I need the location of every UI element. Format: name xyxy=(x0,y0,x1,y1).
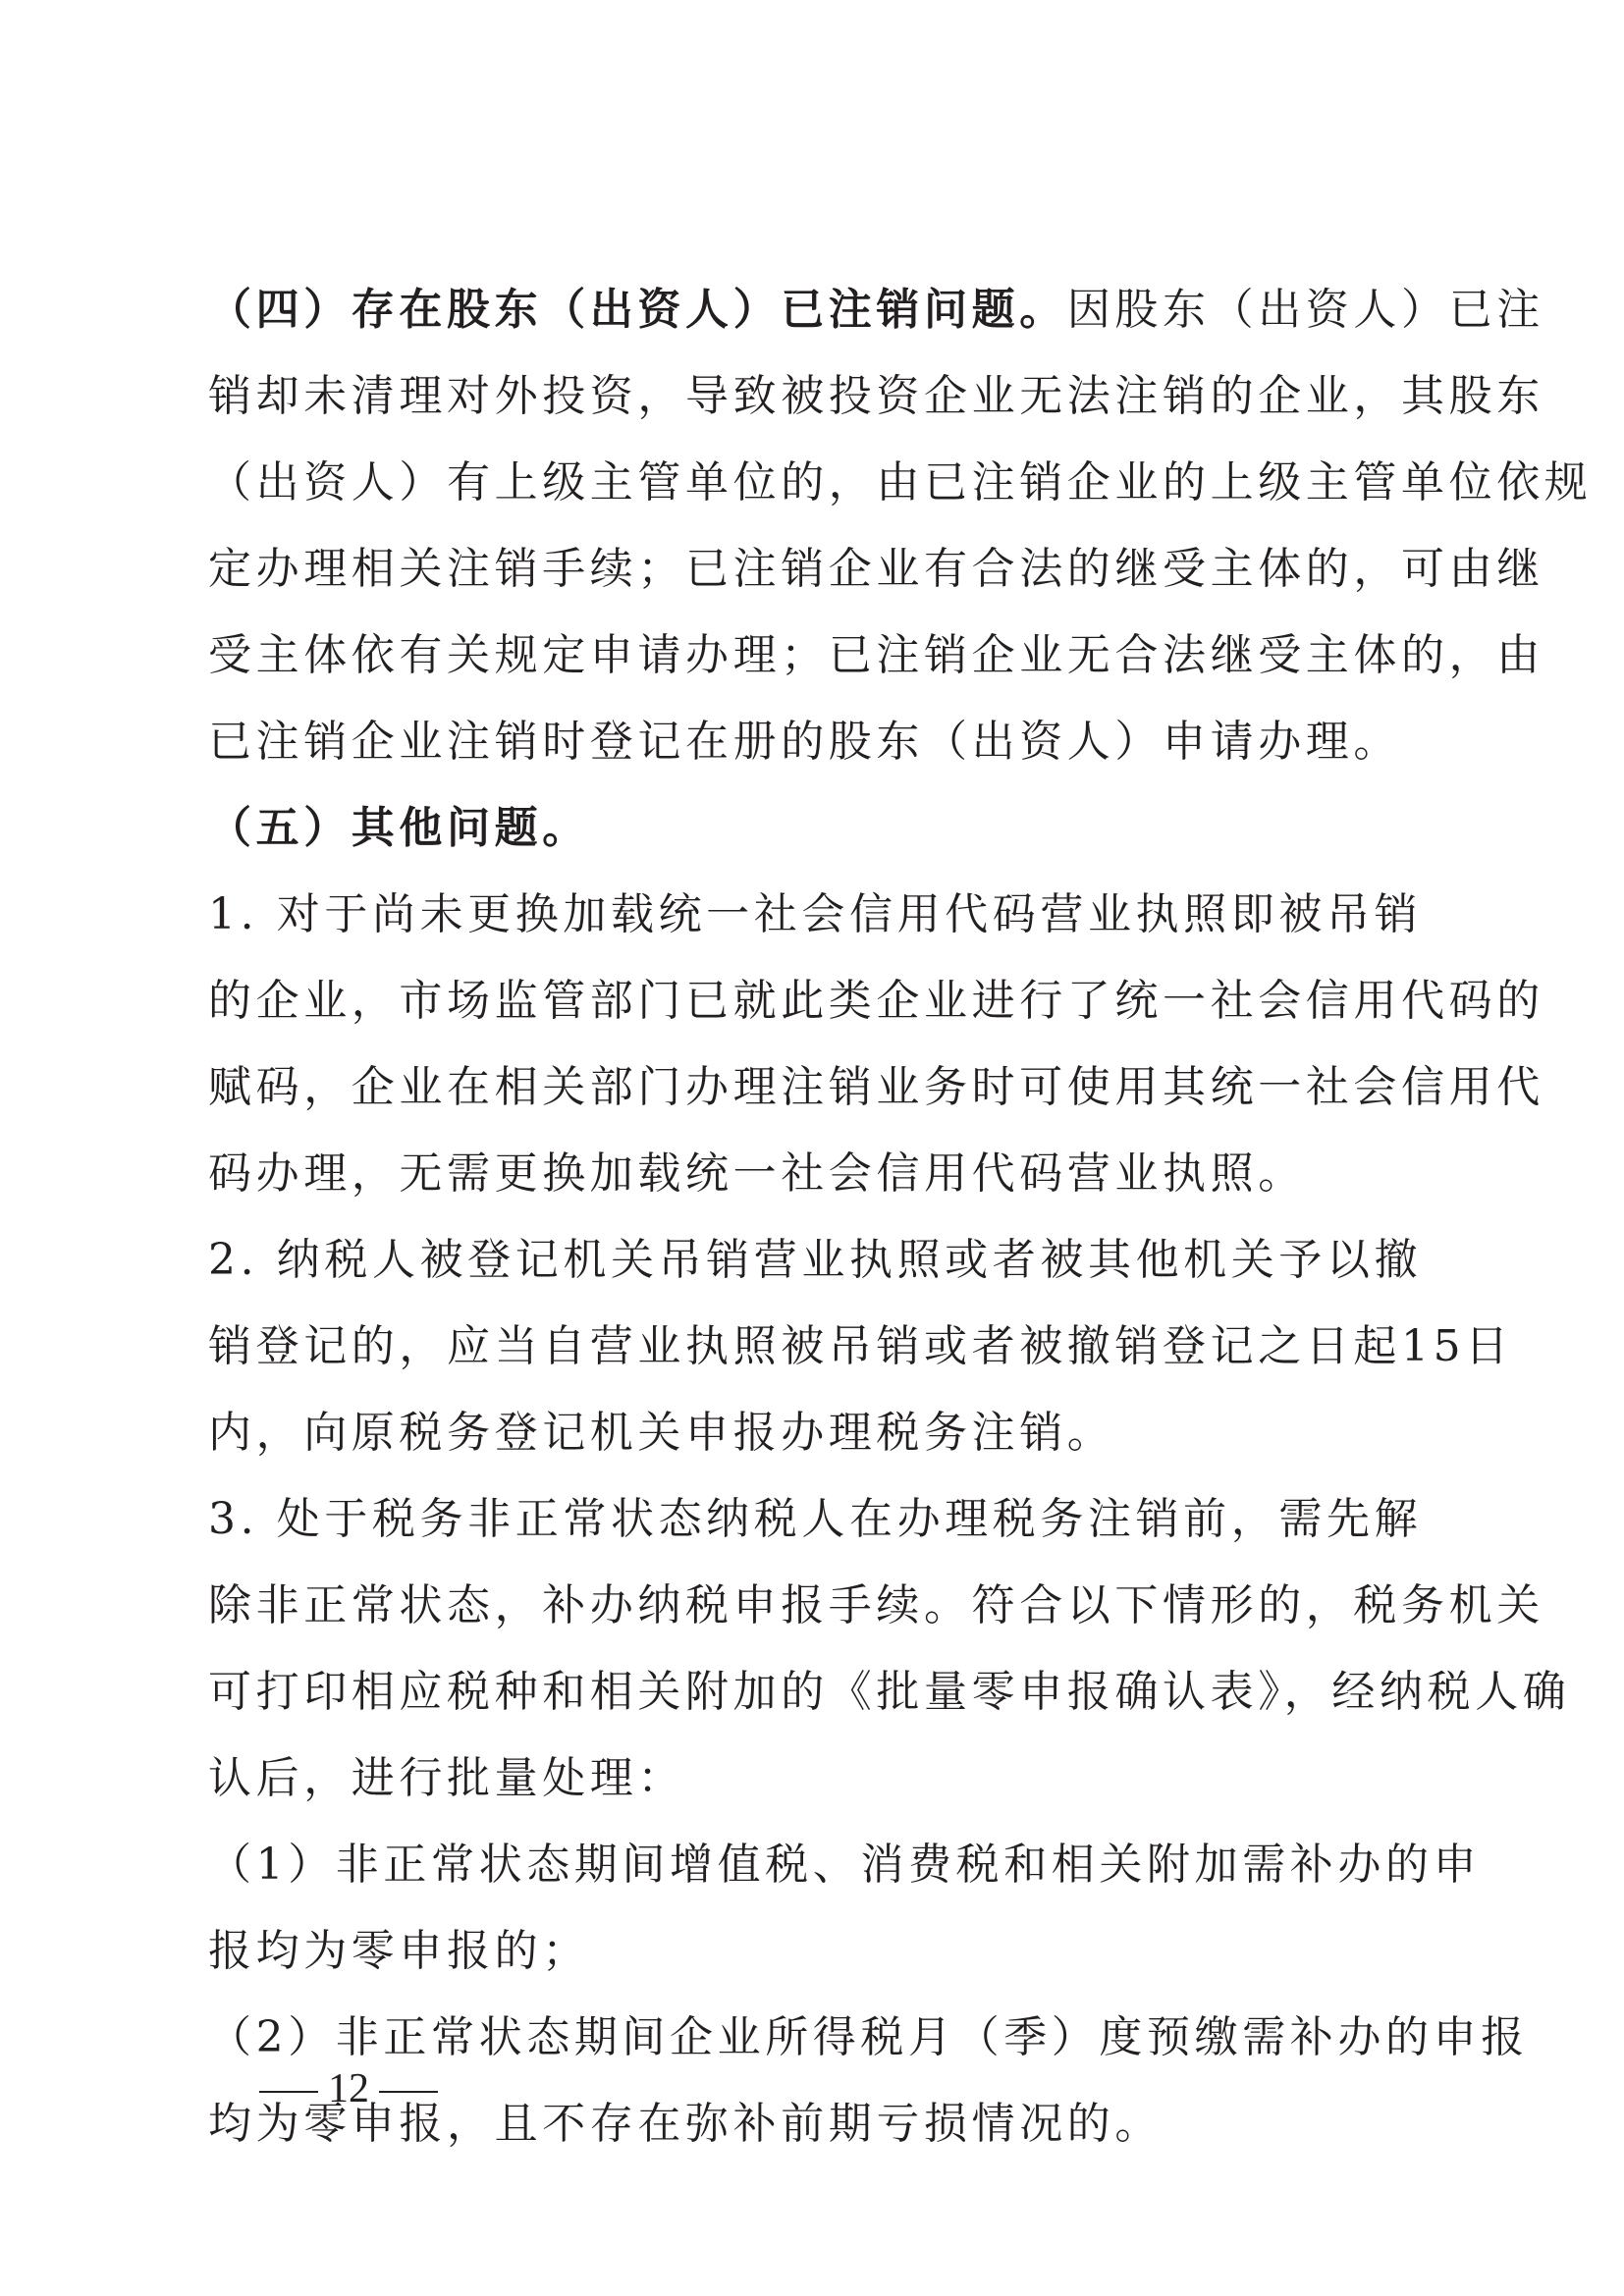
paragraph-item-3 xyxy=(208,1476,1571,1822)
paragraph-line: 除非正常状态，补办纳税申报手续。符合以下情形的，税务机关 xyxy=(208,1580,1544,1630)
paragraph-line: 内，向原税务登记机关申报办理税务注销。 xyxy=(208,1408,1115,1458)
paragraph-other-issues xyxy=(208,785,1418,872)
paragraph-line: 报均为零申报的； xyxy=(208,1926,590,1976)
paragraph-subitem-1 xyxy=(208,1822,1482,1995)
paragraph-line: （四）存在股东（出资人）已注销问题。因股东（出资人）已注 xyxy=(208,285,1544,335)
paragraph-line: 的企业，市场监管部门已就此类企业进行了统一社会信用代码的 xyxy=(208,976,1544,1026)
section-heading: （五）其他问题。 xyxy=(208,803,590,853)
paragraph-item-2 xyxy=(208,1217,1513,1476)
document-body xyxy=(208,267,1593,2167)
paragraph-line: 2. 纳税人被登记机关吊销营业执照或者被其他机关予以撤 xyxy=(208,1235,1423,1285)
paragraph-line xyxy=(208,785,1418,872)
dash-right xyxy=(379,2091,438,2093)
paragraph-line: 定办理相关注销手续；已注销企业有合法的继受主体的，可由继 xyxy=(208,544,1544,594)
page-number xyxy=(249,2059,448,2118)
paragraph-line: 码办理，无需更换加载统一社会信用代码营业执照。 xyxy=(208,1148,1306,1199)
paragraph-line: 1. 对于尚未更换加载统一社会信用代码营业执照即被吊销 xyxy=(208,889,1423,939)
page-number-value: 12 xyxy=(328,2066,369,2111)
paragraph-line: 赋码，企业在相关部门办理注销业务时可使用其统一社会信用代 xyxy=(208,1062,1544,1112)
paragraph-line: （1）非正常状态期间增值税、消费税和相关附加需补办的申 xyxy=(208,1840,1482,1890)
paragraph-line: 认后，进行批量处理： xyxy=(208,1753,685,1803)
paragraph-line: （2）非正常状态期间企业所得税月（季）度预缴需补办的申报 xyxy=(208,2012,1529,2062)
paragraph-line: 3. 处于税务非正常状态纳税人在办理税务注销前，需先解 xyxy=(208,1494,1423,1544)
paragraph-line: 销却未清理对外投资，导致被投资企业无法注销的企业，其股东 xyxy=(208,371,1544,421)
dash-left xyxy=(259,2091,318,2093)
paragraph-line: 均为零申报，且不存在弥补前期亏损情况的。 xyxy=(208,2099,1163,2149)
paragraph-shareholder-deregistered xyxy=(208,267,1593,785)
paragraph-line: 已注销企业注销时登记在册的股东（出资人）申请办理。 xyxy=(208,717,1401,767)
paragraph-item-1 xyxy=(208,872,1544,1217)
paragraph-line: 销登记的，应当自营业执照被吊销或者被撤销登记之日起15日 xyxy=(208,1321,1513,1371)
paragraph-line: （出资人）有上级主管单位的，由已注销企业的上级主管单位依规 xyxy=(208,457,1593,507)
paragraph-line: 可打印相应税种和相关附加的《批量零申报确认表》，经纳税人确 xyxy=(208,1667,1571,1717)
paragraph-line: 受主体依有关规定申请办理；已注销企业无合法继受主体的，由 xyxy=(208,630,1544,680)
section-heading: （四）存在股东（出资人）已注销问题。 xyxy=(208,285,1067,335)
